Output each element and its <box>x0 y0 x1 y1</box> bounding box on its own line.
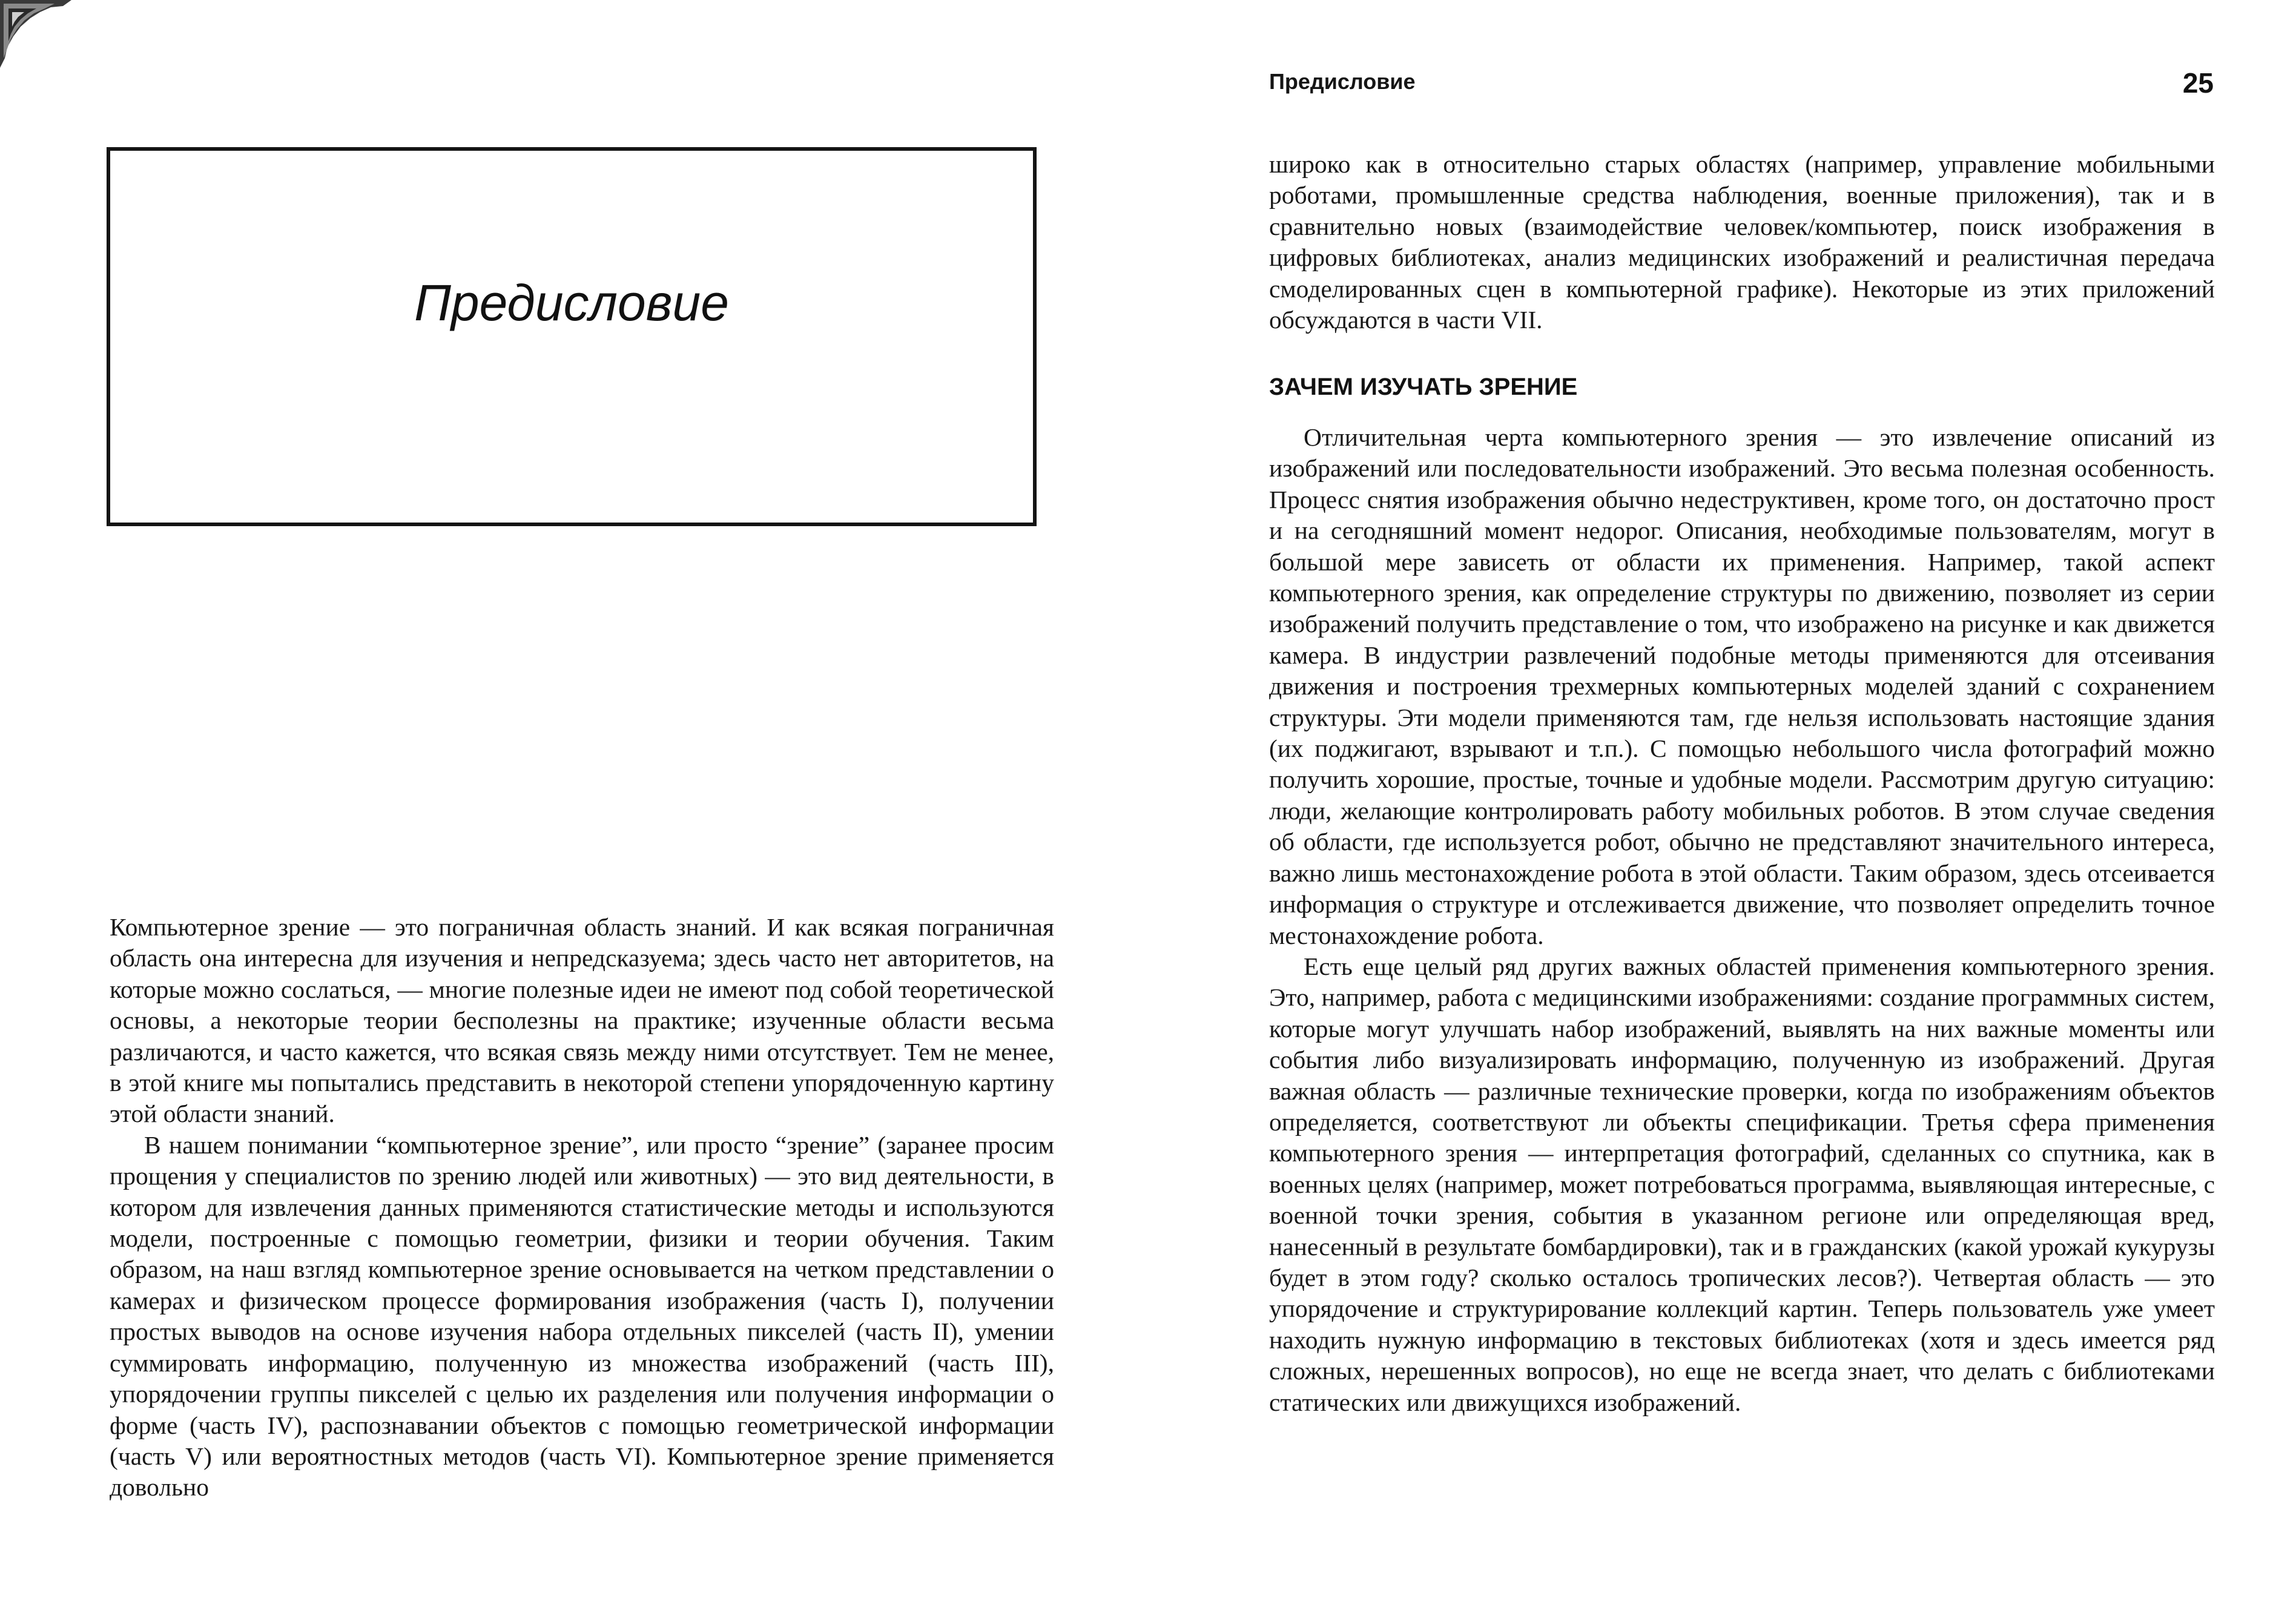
left-body-text <box>110 912 1054 1503</box>
body-paragraph: В нашем понимании “компьютерное зрение”, или просто “зрение” (заранее просим прощения у специалистов по зрению людей или животных) — это вид деятельности, в котором для извлечения данных применяются статистические методы и используются модели, построенные с помощью геометрии, физики и теории обучения. Таким образом, на наш взгляд компьютерное зрение основывается на четком представлении о камерах и физическом процессе формирования изображения (часть I), получении простых выводов на основе изучения набора отдельных пикселей (часть II), умении суммировать информацию, полученную из множества изображений (часть III), упорядочении группы пикселей с целью их разделения или получения информации о форме (часть IV), распознавании объектов с помощью геометрической информации (часть V) или вероятностных методов (часть VI). Компьютерное зрение применяется довольно <box>110 1130 1054 1502</box>
body-paragraph: Есть еще целый ряд других важных областей применения компьютерного зрения. Это, например, работа с медицинскими изображениями: создание программных систем, которые могут улучшать набор изображений, выявлять на них важные моменты или события либо визуализировать информацию, полученную из изображений. Другая важная область — различные технические проверки, когда по изображениям объектов определяется, соответствуют ли объекты спецификации. Третья сфера применения компьютерного зрения — интерпретация фотографий, сделанных со спутника, как в военных целях (например, может потребоваться программа, выявляющая интересные, с военной точки зрения, события в указанном регионе или определяющая вред, нанесенный в результате бомбардировки), так и в гражданских (какой урожай кукурузы будет в этом году? сколько осталось тропических лесов?). Четвертая область — это упорядочение и структурирование коллекций картин. Теперь пользователь уже умеет находить нужную информацию в текстовых библиотеках (хотя и здесь имеется ряд сложных, нерешенных вопросов), но еще не всегда знает, что делать с библиотеками статических или движущихся изображений. <box>1269 952 2215 1416</box>
body-paragraph: Компьютерное зрение — это пограничная область знаний. И как всякая пограничная область она интересна для изучения и непредсказуема; здесь часто нет авторитетов, на которые можно сослаться, — многие полезные идеи не имеют под собой теоретической основы, а некоторые теории бесполезны на практике; изученные области весьма различаются, и часто кажется, что всякая связь между ними отсутствует. Тем не менее, в этой книге мы попытались представить в некоторой степени упорядоченную картину этой области знаний. <box>110 913 1054 1128</box>
running-header-title: Предисловие <box>1269 69 1416 94</box>
right-body-text <box>1269 422 2215 1418</box>
section-heading: ЗАЧЕМ ИЗУЧАТЬ ЗРЕНИЕ <box>1269 374 1578 400</box>
page-number: 25 <box>2182 67 2214 99</box>
body-paragraph: широко как в относительно старых областях (например, управление мобильными роботами, промышленные средства наблюдения, военные приложения), так и в сравнительно новых (взаимодействие человек/компьютер, поиск изображения в цифровых библиотеках, анализ медицинских изображений и реалистичная передача смоделированных сцен в компьютерной графике). Некоторые из этих приложений обсуждаются в части VII. <box>1269 150 2215 334</box>
right-body-text-top <box>1269 149 2215 335</box>
body-paragraph: Отличительная черта компьютерного зрения — это извлечение описаний из изображений или последовательности изображений. Это весьма полезная особенность. Процесс снятия изображения обычно недеструктивен, кроме того, он достаточно прост и на сегодняшний момент недорог. Описания, необходимые пользователям, могут в большой мере зависеть от области их применения. Например, такой аспект компьютерного зрения, как определение структуры по движению, позволяет из серии изображений получить представление о том, что изображено на рисунке и как движется камера. В индустрии развлечений подобные методы применяются для отсеивания движения и построения трехмерных компьютерных моделей зданий с сохранением структуры. Эти модели применяются там, где нельзя использовать настоящие здания (их поджигают, взрывают и т.п.). С помощью небольшого числа фотографий можно получить хорошие, простые, точные и удобные модели. Рассмотрим другую ситуацию: люди, желающие контролировать работу мобильных роботов. В этом случае сведения об области, где используется робот, обычно не представляют значительного интереса, важно лишь местонахождение робота в этой области. Таким образом, здесь отсеивается информация о структуре и отслеживается движение, что позволяет определить точное местонахождение робота. <box>1269 423 2215 949</box>
chapter-title: Предисловие <box>414 274 729 331</box>
chapter-title-box <box>107 147 1037 526</box>
running-header <box>1269 67 2214 103</box>
